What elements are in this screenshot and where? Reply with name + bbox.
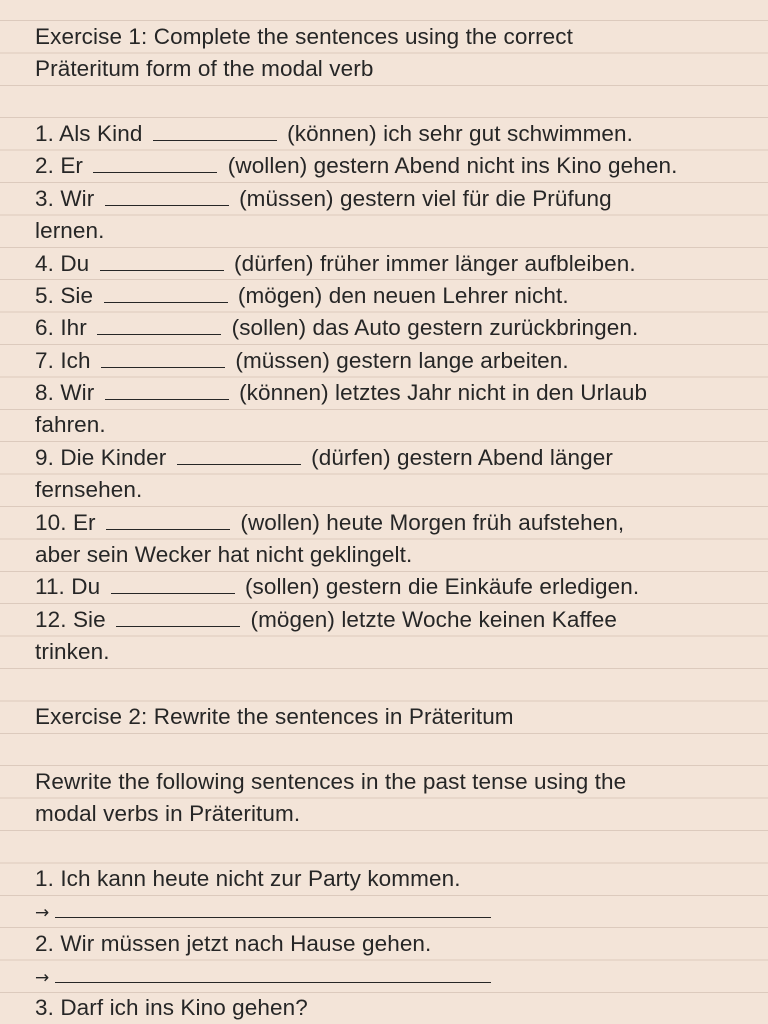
exercise1-item-5	[35, 281, 569, 311]
item-number: 4.	[35, 251, 54, 276]
item-subject: Als Kind	[59, 121, 143, 146]
exercise1-item-12-continuation: trinken.	[35, 639, 110, 664]
answer-blank[interactable]	[105, 382, 229, 400]
item-rest: (können) letztes Jahr nicht in den Urlaub	[239, 380, 648, 405]
item-number: 7.	[35, 348, 54, 373]
exercise2-instruction-line2: modal verbs in Präteritum.	[35, 801, 301, 826]
answer-blank[interactable]	[104, 285, 228, 303]
exercise2-item-3: 3. Darf ich ins Kino gehen?	[35, 995, 308, 1020]
answer-blank[interactable]	[106, 512, 230, 530]
answer-blank[interactable]	[105, 188, 229, 206]
item-number: 8.	[35, 380, 54, 405]
item-subject: Sie	[60, 283, 94, 308]
answer-blank[interactable]	[100, 253, 224, 271]
item-number: 11.	[35, 574, 65, 599]
item-rest: (mögen) den neuen Lehrer nicht.	[237, 283, 569, 308]
exercise1-item-11	[35, 572, 639, 602]
exercise1-item-9	[35, 443, 613, 473]
answer-blank[interactable]	[93, 155, 217, 173]
item-subject: Er	[60, 153, 84, 178]
exercise2-item-1: 1. Ich kann heute nicht zur Party kommen.	[35, 866, 461, 891]
item-rest: (können) ich sehr gut schwimmen.	[287, 121, 633, 146]
exercise2-title: Exercise 2: Rewrite the sentences in Präteritum	[35, 704, 514, 729]
item-rest: (müssen) gestern lange arbeiten.	[235, 348, 569, 373]
item-number: 12.	[35, 607, 67, 632]
arrow-icon: →	[35, 903, 50, 923]
item-rest: (dürfen) früher immer länger aufbleiben.	[234, 251, 636, 276]
item-number: 2.	[35, 153, 54, 178]
item-number: 3.	[35, 186, 54, 211]
answer-blank[interactable]	[97, 317, 221, 335]
item-subject: Ich	[60, 348, 91, 373]
item-rest: (müssen) gestern viel für die Prüfung	[239, 186, 612, 211]
exercise2-answer-1	[35, 896, 495, 928]
item-rest: (wollen) gestern Abend nicht ins Kino gehen.	[227, 153, 678, 178]
exercise2-instruction-line1: Rewrite the following sentences in the past tense using the	[35, 769, 627, 794]
answer-blank[interactable]	[111, 576, 235, 594]
answer-blank[interactable]	[177, 447, 301, 465]
answer-blank[interactable]	[153, 123, 277, 141]
item-subject: Wir	[60, 186, 95, 211]
exercise1-item-6	[35, 313, 638, 343]
answer-blank[interactable]	[55, 965, 491, 983]
item-rest: (mögen) letzte Woche keinen Kaffee	[250, 607, 618, 632]
item-rest: (sollen) gestern die Einkäufe erledigen.	[244, 574, 640, 599]
item-rest: (dürfen) gestern Abend länger	[311, 445, 613, 470]
item-subject: Du	[71, 574, 101, 599]
item-number: 5.	[35, 283, 54, 308]
item-subject: Wir	[60, 380, 95, 405]
item-number: 1.	[35, 121, 54, 146]
answer-blank[interactable]	[55, 900, 491, 918]
exercise1-item-8-continuation: fahren.	[35, 412, 106, 437]
exercise1-item-10	[35, 508, 624, 538]
item-rest: (sollen) das Auto gestern zurückbringen.	[231, 315, 639, 340]
exercise1-title-line2: Präteritum form of the modal verb	[35, 56, 374, 81]
exercise1-item-1	[35, 119, 633, 149]
item-subject: Ihr	[60, 315, 87, 340]
exercise1-item-2	[35, 151, 677, 181]
exercise1-item-7	[35, 346, 569, 376]
item-subject: Du	[60, 251, 90, 276]
item-number: 6.	[35, 315, 54, 340]
answer-blank[interactable]	[101, 350, 225, 368]
exercise1-item-10-continuation: aber sein Wecker hat nicht geklingelt.	[35, 542, 413, 567]
exercise1-item-4	[35, 249, 636, 279]
item-subject: Die Kinder	[60, 445, 167, 470]
exercise2-item-2: 2. Wir müssen jetzt nach Hause gehen.	[35, 931, 432, 956]
exercise1-item-12	[35, 605, 617, 635]
item-rest: (wollen) heute Morgen früh aufstehen,	[240, 510, 625, 535]
exercise1-item-3-continuation: lernen.	[35, 218, 105, 243]
item-subject: Sie	[72, 607, 106, 632]
exercise1-item-9-continuation: fernsehen.	[35, 477, 143, 502]
item-subject: Er	[72, 510, 96, 535]
exercise1-title-line1: Exercise 1: Complete the sentences using the correct	[35, 24, 573, 49]
item-number: 10.	[35, 510, 67, 535]
item-number: 9.	[35, 445, 54, 470]
answer-blank[interactable]	[116, 609, 240, 627]
arrow-icon: →	[35, 968, 50, 988]
exercise1-item-8	[35, 378, 647, 408]
exercise1-item-3	[35, 184, 612, 214]
exercise2-answer-2	[35, 961, 495, 993]
